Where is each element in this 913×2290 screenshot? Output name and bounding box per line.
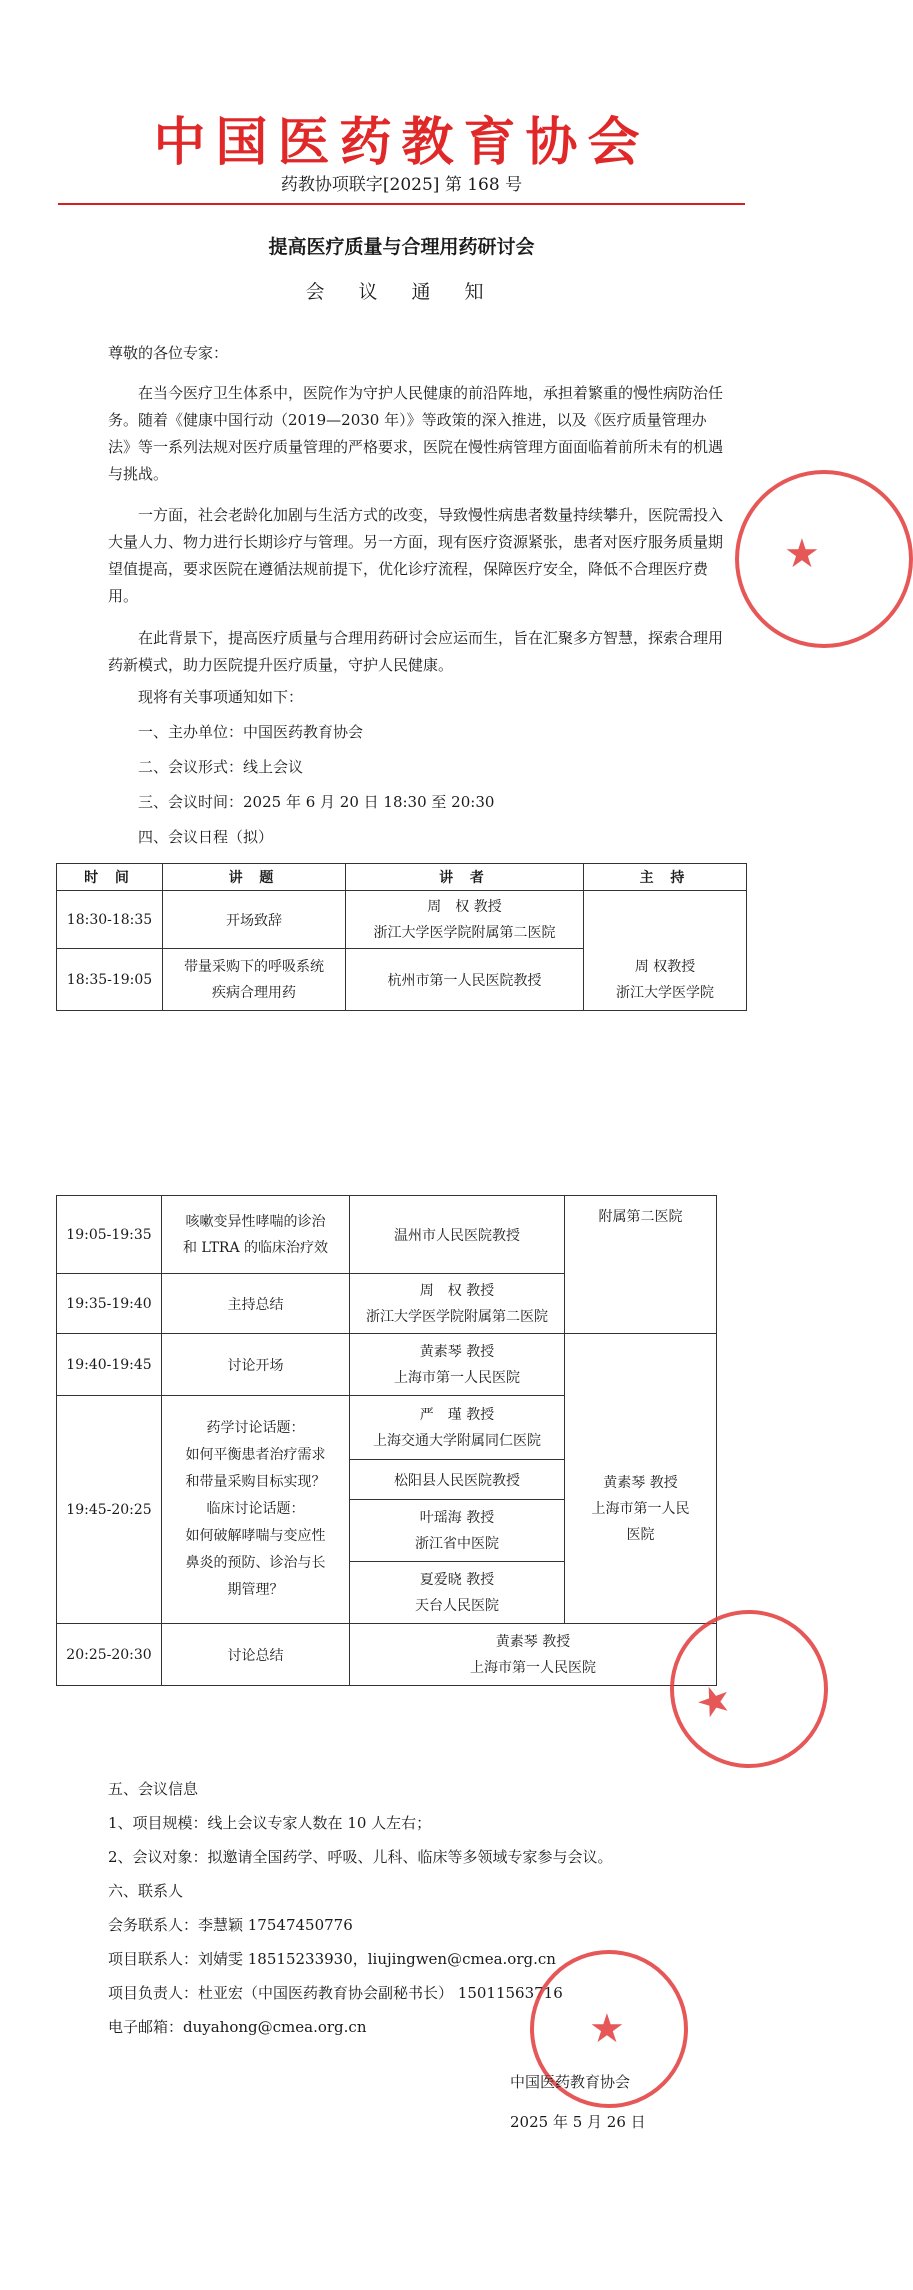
topic-line: 临床讨论话题：	[206, 1501, 305, 1517]
speaker-org: 上海市第一人民医院	[470, 1659, 596, 1676]
signature-block	[510, 2062, 646, 2142]
notice-items	[108, 680, 728, 855]
table-row	[57, 1396, 717, 1460]
time-cell: 18:35-19:05	[57, 949, 163, 1011]
schedule-table-part2	[56, 1195, 717, 1686]
info-scale: 1、项目规模：线上会议专家人数在 10 人左右；	[108, 1814, 432, 1832]
topic-cell: 讨论总结	[162, 1624, 350, 1686]
header-host: 主 持	[584, 864, 747, 891]
paragraph-purpose: 在此背景下，提高医疗质量与合理用药研讨会应运而生，旨在汇聚多方智慧，探索合理用药新模式，助力医院提升医疗质量，守护人民健康。	[108, 629, 724, 674]
salutation: 尊敬的各位专家：	[108, 344, 229, 362]
topic-cell	[163, 949, 346, 1011]
host-name: 周 权教授	[634, 959, 696, 975]
paragraph-background: 在当今医疗卫生体系中，医院作为守护人民健康的前沿阵地，承担着繁重的慢性病防治任务。随着《健康中国行动（2019—2030 年）》等政策的深入推进，以及《医疗质量管理办法》等一系列法规对医疗质量管理的严格要求，医院在慢性病管理方面面临着前所未有的机遇与挑战。	[108, 384, 724, 483]
speaker-cell	[350, 1396, 565, 1460]
topic-cell	[162, 1196, 350, 1274]
topic-cell: 讨论开场	[162, 1334, 350, 1396]
speaker-name: 周 权 教授	[419, 1282, 495, 1299]
seal-star-icon: ★	[589, 2006, 625, 2052]
paragraph-challenges: 一方面，社会老龄化加剧与生活方式的改变，导致慢性病患者数量持续攀升，医院需投入大量人力、物力进行长期诊疗与管理。另一方面，现有医疗资源紧张，患者对医疗服务质量期望值提高，要求医院在遵循法规前提下，优化诊疗流程，保障医疗安全，降低不合理医疗费用。	[108, 506, 724, 605]
notice-intro: 现将有关事项通知如下：	[138, 688, 304, 706]
contact-affairs: 会务联系人：李慧颖 17547450776	[108, 1916, 353, 1934]
speaker-cell: 松阳县人民医院教授	[350, 1460, 565, 1500]
contact-lead: 项目负责人：杜亚宏（中国医药教育协会副秘书长） 15011563716	[108, 1984, 563, 2002]
topic-line: 和 LTRA 的临床治疗效	[182, 1239, 329, 1256]
speaker-org: 上海市第一人民医院	[394, 1369, 520, 1386]
doc-number: 药教协项联字[2025] 第 168 号	[280, 175, 523, 195]
info-audience: 2、会议对象：拟邀请全国药学、呼吸、儿科、临床等多领域专家参与会议。	[108, 1848, 613, 1866]
host-cell	[565, 1396, 717, 1624]
host-name: 黄素琴 教授	[603, 1475, 678, 1492]
speaker-org: 浙江省中医院	[415, 1535, 499, 1552]
speaker-name: 黄素琴 教授	[495, 1633, 571, 1650]
topic-line: 药学讨论话题：	[206, 1420, 305, 1436]
topic-cell: 开场致辞	[163, 891, 346, 949]
header-topic: 讲 题	[163, 864, 346, 891]
topic-line: 如何平衡患者治疗需求	[185, 1447, 326, 1463]
section-heading: 六、联系人	[108, 1882, 184, 1900]
speaker-name: 叶瑶海 教授	[419, 1509, 495, 1526]
contact-email: 电子邮箱：duyahong@cmea.org.cn	[108, 2018, 367, 2036]
table-row	[57, 1624, 717, 1686]
topic-line: 和带量采购目标实现？	[185, 1474, 326, 1490]
table-row	[57, 1196, 717, 1274]
item-time: 三、会议时间：2025 年 6 月 20 日 18:30 至 20:30	[138, 793, 495, 811]
host-org: 医院	[626, 1527, 655, 1544]
topic-line: 疾病合理用药	[212, 984, 296, 1001]
speaker-org: 浙江大学医学院附属第二医院	[373, 924, 556, 941]
speaker-name: 夏爱晓 教授	[419, 1571, 495, 1588]
speaker-org: 浙江大学医学院附属第二医院	[366, 1308, 548, 1325]
table-row	[57, 891, 747, 949]
header-time: 时 间	[57, 864, 163, 891]
topic-line: 咳嗽变异性哮喘的诊治	[185, 1213, 326, 1230]
speaker-cell	[350, 1562, 565, 1624]
topic-line: 期管理？	[227, 1582, 284, 1598]
section-heading: 五、会议信息	[108, 1780, 199, 1798]
discussion-topics	[162, 1396, 350, 1624]
speaker-cell	[350, 1500, 565, 1562]
topic-line: 带量采购下的呼吸系统	[184, 958, 324, 975]
speaker-cell: 温州市人民医院教授	[350, 1196, 565, 1274]
signature-date: 2025 年 5 月 26 日	[510, 2113, 646, 2131]
table-header-row	[57, 864, 747, 891]
org-name-header: 中国医药教育协会	[153, 113, 650, 173]
item-agenda: 四、会议日程（拟）	[138, 828, 274, 846]
speaker-cell	[350, 1274, 565, 1334]
topic-cell: 主持总结	[162, 1274, 350, 1334]
speaker-cell	[350, 1334, 565, 1396]
topic-line: 鼻炎的预防、诊治与长	[185, 1555, 326, 1571]
notice-subtitle: 会 议 通 知	[305, 281, 498, 303]
speaker-name: 周 权 教授	[427, 898, 502, 915]
header-speaker: 讲 者	[346, 864, 584, 891]
host-cell: 附属第二医院	[565, 1196, 717, 1334]
host-cell-empty	[565, 1334, 717, 1396]
seal-star-icon: ★	[784, 531, 820, 577]
time-cell: 19:35-19:40	[57, 1274, 162, 1334]
table-row	[57, 1334, 717, 1396]
schedule-table-part1	[56, 863, 747, 1011]
seal-star-icon: ★	[689, 1673, 739, 1730]
speaker-name: 严 瑾 教授	[419, 1406, 495, 1423]
host-cell	[584, 891, 747, 1011]
contact-project: 项目联系人：刘婧雯 18515233930，liujingwen@cmea.org.cn	[108, 1950, 556, 1968]
time-cell: 19:05-19:35	[57, 1196, 162, 1274]
host-org: 上海市第一人民	[591, 1501, 690, 1518]
speaker-cell	[346, 891, 584, 949]
host-org: 浙江大学医学院	[616, 985, 714, 1001]
speaker-org: 天台人民医院	[415, 1597, 499, 1614]
time-cell: 20:25-20:30	[57, 1624, 162, 1686]
speaker-name: 黄素琴 教授	[419, 1343, 495, 1360]
time-cell: 19:45-20:25	[57, 1396, 162, 1624]
speaker-cell	[350, 1624, 717, 1686]
time-cell: 18:30-18:35	[57, 891, 163, 949]
time-cell: 19:40-19:45	[57, 1334, 162, 1396]
topic-line: 如何破解哮喘与变应性	[185, 1528, 326, 1544]
item-organizer: 一、主办单位：中国医药教育协会	[138, 723, 364, 741]
speaker-cell: 杭州市第一人民医院教授	[346, 949, 584, 1011]
signature-org: 中国医药教育协会	[510, 2073, 631, 2091]
item-format: 二、会议形式：线上会议	[138, 758, 304, 776]
red-divider	[58, 203, 745, 205]
official-seal-edge	[735, 470, 913, 648]
meeting-title: 提高医疗质量与合理用药研讨会	[268, 236, 535, 258]
speaker-org: 上海交通大学附属同仁医院	[373, 1432, 541, 1449]
